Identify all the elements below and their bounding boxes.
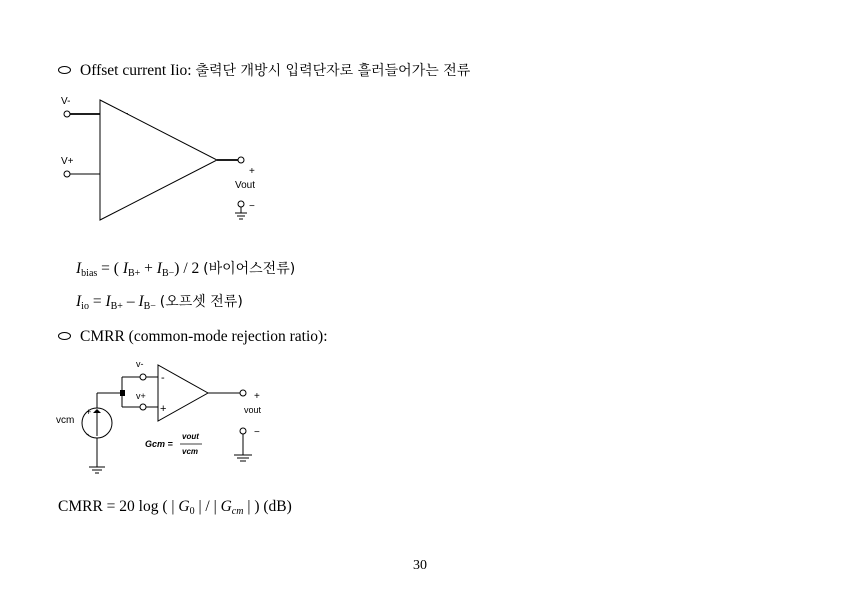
bias-lhs-sub: bias: [81, 268, 98, 279]
io-korean: (오프셋 전류): [159, 294, 243, 310]
cm-vout-label: vout: [244, 405, 262, 415]
io-term1: I: [105, 293, 111, 310]
cmrr-text2: | / |: [194, 498, 221, 515]
offset-heading-text: Offset current Iio:: [80, 62, 192, 79]
vcm-plus: +: [86, 407, 92, 417]
cm-vout-terminal: [240, 390, 246, 396]
bullet-icon: [58, 66, 71, 74]
bias-term2-sub: B−: [161, 268, 175, 279]
cmrr-heading: [58, 328, 328, 346]
opamp-triangle: [100, 100, 217, 220]
v-minus-label: V-: [61, 96, 71, 107]
gcm-label: Gcm =: [145, 439, 173, 449]
bias-equation: [76, 258, 295, 279]
cmrr-g0-sub: 0: [189, 506, 195, 517]
cm-out-minus: −: [254, 427, 260, 438]
vcm-label: vcm: [56, 415, 75, 426]
cmrr-gcm: G: [220, 498, 232, 515]
cm-v-plus-label: v+: [136, 391, 146, 401]
io-term2-sub: B−: [143, 301, 156, 312]
page-number: 30: [413, 558, 427, 573]
bias-op: +: [140, 260, 157, 277]
cm-v-plus-terminal: [140, 404, 146, 410]
cm-out-plus: +: [254, 391, 260, 402]
bias-lhs: I: [76, 260, 82, 277]
cmrr-gcm-sub: cm: [231, 506, 244, 517]
cm-v-minus-label: v-: [136, 359, 144, 369]
opamp-plus-input: +: [160, 403, 167, 415]
bias-term1-sub: B+: [127, 268, 141, 279]
offset-heading-korean: 출력단 개방시 입력단자로 흘러들어가는 전류: [195, 63, 471, 79]
opamp-minus-input: -: [161, 372, 165, 384]
gcm-numerator: vout: [182, 432, 199, 441]
cm-v-minus-terminal: [140, 374, 146, 380]
gcm-denominator: vcm: [182, 447, 199, 456]
bias-korean: (바이어스전류): [203, 261, 296, 277]
v-minus-terminal: [64, 111, 70, 117]
cm-ground-terminal: [240, 428, 246, 434]
out-plus-sign: +: [249, 166, 255, 177]
cmrr-heading-text: CMRR (common-mode rejection ratio):: [80, 328, 328, 345]
v-plus-label: V+: [61, 156, 74, 167]
ground-terminal: [238, 201, 244, 207]
cmrr-formula: [58, 498, 292, 517]
vout-label: Vout: [235, 180, 256, 191]
bias-tail: ) / 2: [174, 260, 200, 277]
vout-terminal: [238, 157, 244, 163]
bullet-icon: [58, 332, 71, 340]
bias-term2: I: [156, 260, 162, 277]
bias-current-diagram: [55, 92, 285, 227]
vcm-minus: -: [86, 429, 89, 439]
io-lhs-sub: io: [81, 301, 89, 312]
v-plus-terminal: [64, 171, 70, 177]
cmrr-text3: | ) (dB): [243, 498, 292, 515]
io-mid: =: [88, 293, 106, 310]
cmrr-g0: G: [178, 498, 190, 515]
offset-equation: [76, 291, 243, 312]
bias-term1: I: [122, 260, 128, 277]
offset-heading: [58, 60, 470, 80]
io-lhs: I: [76, 293, 82, 310]
io-term1-sub: B+: [110, 301, 123, 312]
io-term2: I: [138, 293, 144, 310]
cmrr-text1: CMRR = 20 log ( |: [58, 498, 179, 515]
io-op: –: [122, 293, 139, 310]
out-minus-sign: −: [249, 201, 255, 212]
cmrr-diagram: [50, 355, 280, 485]
bias-mid: = (: [97, 260, 123, 277]
